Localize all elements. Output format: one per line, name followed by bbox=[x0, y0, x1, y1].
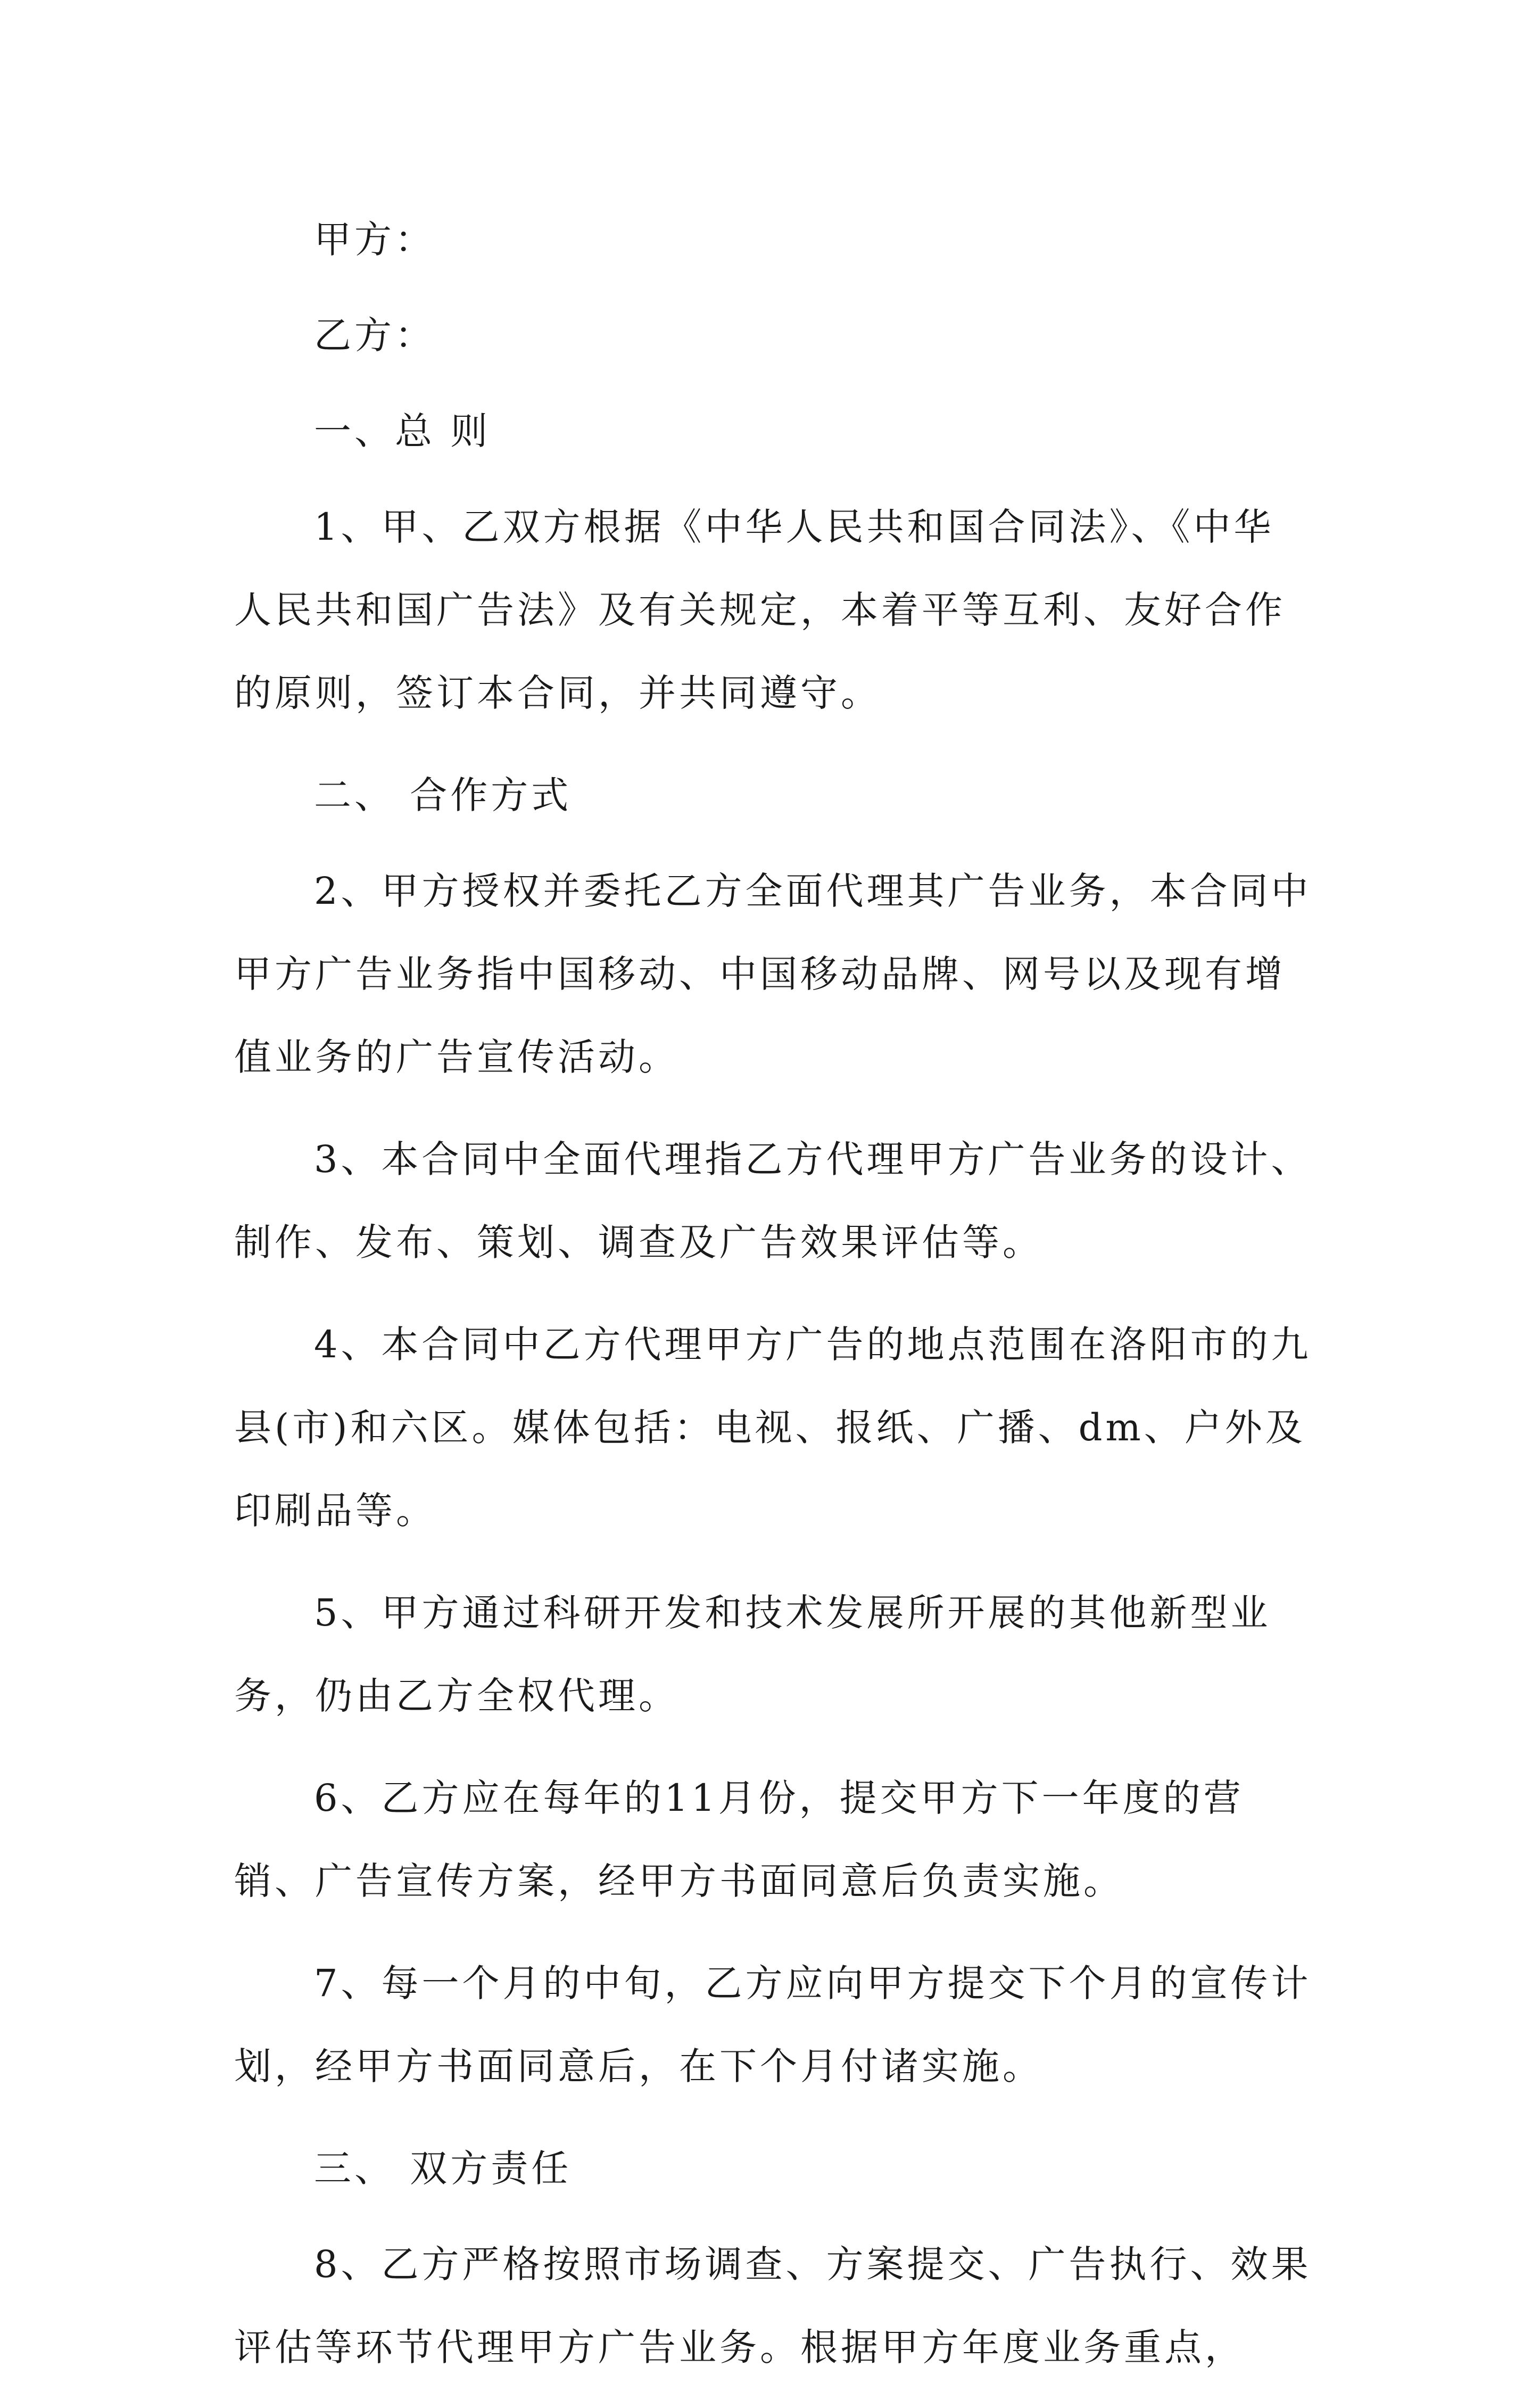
clause-1: 1、甲、乙双方根据《中华人民共和国合同法》、《中华人民共和国广告法》及有关规定，本着平等互利、友好合作的原则，签订本合同，并共同遵守。 bbox=[234, 505, 1286, 715]
clause-4: 4、本合同中乙方代理甲方广告的地点范围在洛阳市的九县(市)和六区。媒体包括：电视、报纸、广播、dm、户外及印刷品等。 bbox=[234, 1323, 1312, 1532]
party-b-line: 乙方： bbox=[314, 314, 435, 357]
party-a-line: 甲方： bbox=[314, 218, 435, 261]
section-general-title: 一、总 则 bbox=[314, 409, 491, 453]
document-body bbox=[234, 198, 1314, 2408]
clause-3: 3、本合同中全面代理指乙方代理甲方广告业务的设计、制作、发布、策划、调查及广告效果评估等。 bbox=[234, 1137, 1312, 1264]
clause-5: 5、甲方通过科研开发和技术发展所开展的其他新型业务，仍由乙方全权代理。 bbox=[234, 1591, 1271, 1718]
clause-7: 7、每一个月的中旬，乙方应向甲方提交下个月的宣传计划，经甲方书面同意后，在下个月付诸实施。 bbox=[234, 1961, 1312, 2088]
clause-8: 8、乙方严格按照市场调查、方案提交、广告执行、效果评估等环节代理甲方广告业务。根据甲方年度业务重点， bbox=[234, 2242, 1312, 2369]
section-responsibilities-title: 三、 双方责任 bbox=[314, 2147, 572, 2190]
clause-2: 2、甲方授权并委托乙方全面代理其广告业务，本合同中甲方广告业务指中国移动、中国移动品牌、网号以及现有增值业务的广告宣传活动。 bbox=[234, 869, 1312, 1079]
section-cooperation-title: 二、 合作方式 bbox=[314, 773, 572, 817]
clause-6: 6、乙方应在每年的11月份，提交甲方下一年度的营销、广告宣传方案，经甲方书面同意后负责实施。 bbox=[234, 1776, 1244, 1903]
